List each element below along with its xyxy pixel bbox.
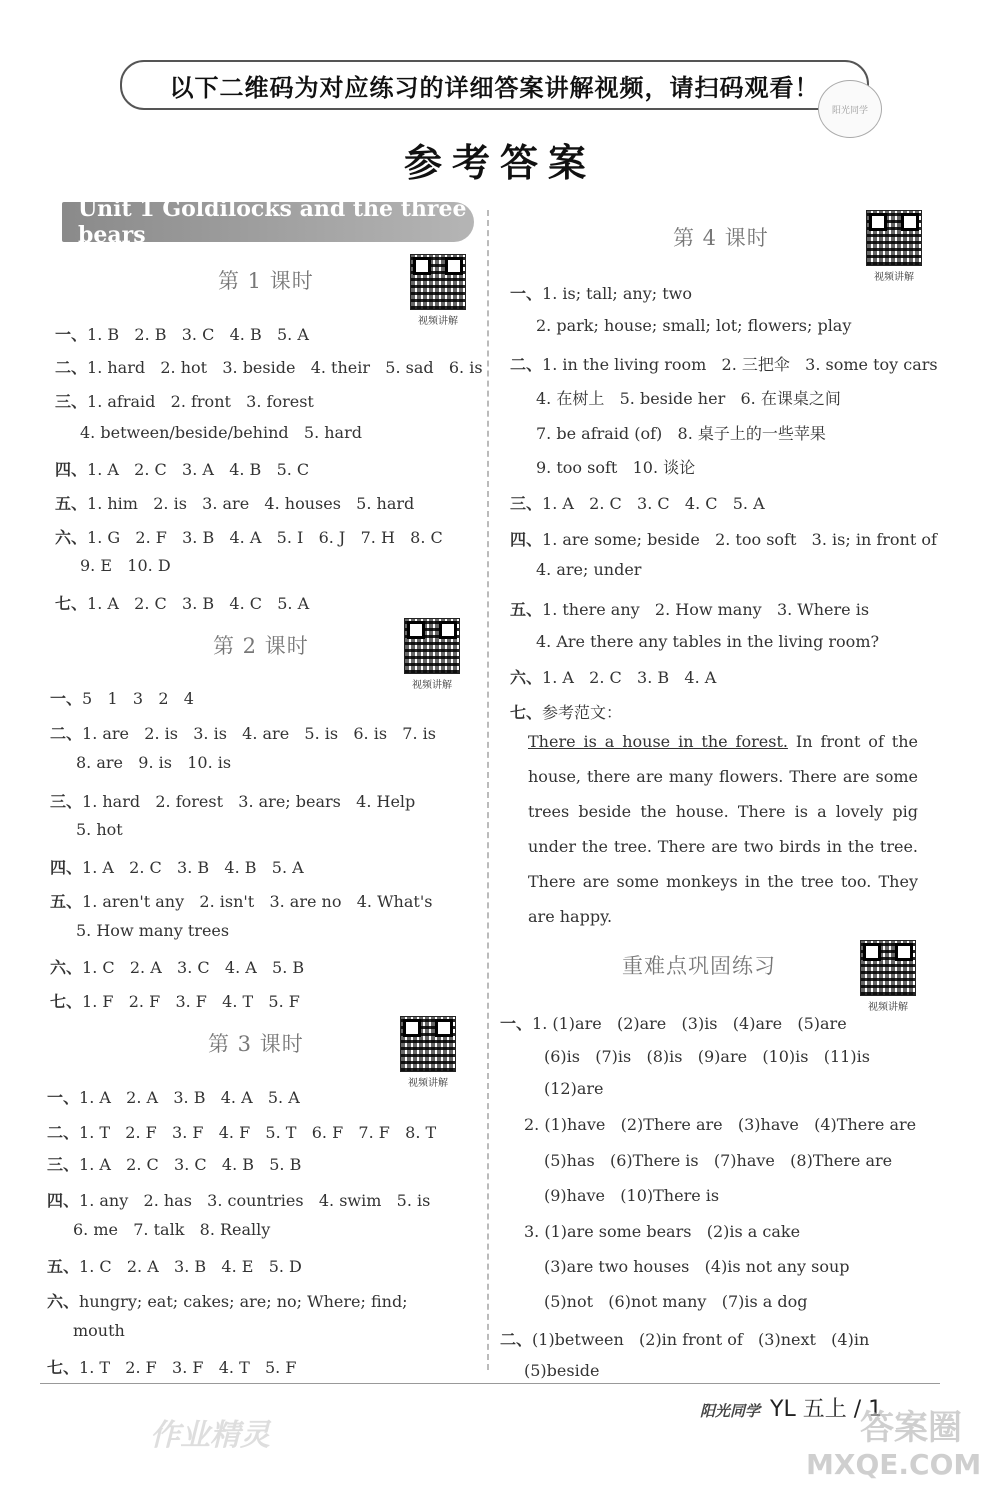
footer-rule	[40, 1383, 940, 1384]
answer-line	[55, 591, 309, 614]
answer-line	[500, 1011, 847, 1034]
answer-text: 4. between/beside/behind 5. hard	[80, 423, 362, 442]
answer-line	[55, 457, 309, 480]
answer-line	[55, 491, 414, 514]
answer-line	[536, 386, 841, 409]
answer-text: (1)between (2)in front of (3)next (4)in	[532, 1330, 870, 1349]
answer-line	[76, 820, 123, 839]
answer-text: 1. B 2. B 3. C 4. B 5. A	[87, 325, 309, 344]
lesson3-heading: 第 3 课时	[208, 1032, 304, 1056]
answer-line	[544, 1047, 870, 1066]
answer-text: 1. T 2. F 3. F 4. F 5. T 6. F 7. F 8. T	[79, 1123, 437, 1142]
section-number: 五、	[50, 892, 83, 911]
section-number: 三、	[55, 392, 88, 411]
answer-text: 1. A 2. C 3. B 4. A	[542, 668, 717, 687]
answer-line	[76, 753, 231, 772]
answer-text: 1. A 2. C 3. B 4. B 5. A	[82, 858, 304, 877]
answer-line	[80, 556, 171, 575]
section-number: 五、	[55, 494, 88, 513]
answer-line	[73, 1321, 125, 1340]
section-number: 四、	[47, 1191, 80, 1210]
qr-code-lesson3[interactable]	[400, 1016, 456, 1089]
answer-text: 1. (1)are (2)are (3)is (4)are (5)are	[532, 1014, 847, 1033]
answer-line	[47, 1254, 302, 1277]
section-number: 一、	[47, 1088, 80, 1107]
answer-text: 1. aren't any 2. isn't 3. are no 4. What's	[82, 892, 433, 911]
section-number: 三、	[50, 792, 83, 811]
answer-text: (5)beside	[524, 1361, 600, 1380]
answer-line	[47, 1152, 301, 1175]
answer-text: 1. A 2. C 3. B 4. C 5. A	[87, 594, 310, 613]
answer-text: 4. 在树上 5. beside her 6. 在课桌之间	[536, 389, 841, 408]
brand-stamp: 阳光同学	[818, 80, 882, 138]
qr-caption: 视频讲解	[868, 1002, 908, 1013]
answer-line	[524, 1222, 800, 1241]
answer-text: 1. C 2. A 3. B 4. E 5. D	[79, 1257, 302, 1276]
footer	[700, 1392, 882, 1423]
answer-text: (12)are	[544, 1079, 604, 1098]
section-number: 五、	[47, 1257, 80, 1276]
footer-brand: 阳光同学	[700, 1402, 761, 1420]
answer-line	[55, 389, 314, 412]
qr-caption: 视频讲解	[874, 272, 914, 283]
answer-line	[76, 921, 229, 940]
answer-line	[510, 597, 869, 620]
answer-text: 1. in the living room 2. 三把伞 3. some toy cars	[542, 355, 938, 374]
answer-line	[536, 421, 826, 444]
answer-line	[510, 281, 692, 304]
answer-line	[55, 525, 443, 548]
answer-text: 4. Are there any tables in the living room?	[536, 632, 880, 651]
section-number: 六、	[510, 668, 543, 687]
qr-caption: 视频讲解	[418, 316, 458, 327]
answer-line	[47, 1355, 296, 1378]
answer-line	[510, 491, 765, 514]
answer-text: 1. G 2. F 3. B 4. A 5. I 6. J 7. H 8. C	[87, 528, 443, 547]
answer-text: 参考范文：	[542, 703, 623, 722]
page-number: YL 五上 / 1	[770, 1397, 883, 1422]
answer-text: 1. A 2. C 3. A 4. B 5. C	[87, 460, 310, 479]
section-number: 二、	[55, 358, 88, 377]
qr-code-icon	[866, 210, 922, 266]
section-number: 一、	[510, 284, 543, 303]
qr-code-lesson1[interactable]	[410, 254, 466, 327]
watermark-logo: 答案圈	[860, 1408, 962, 1448]
answer-text: 1. afraid 2. front 3. forest	[87, 392, 314, 411]
answer-text: 1. are some; beside 2. too soft 3. is; in front of	[542, 530, 937, 549]
answer-text: (6)is (7)is (8)is (9)are (10)is (11)is	[544, 1047, 870, 1066]
section-number: 一、	[500, 1014, 533, 1033]
answer-line	[80, 423, 362, 442]
section-number: 五、	[510, 600, 543, 619]
answer-line	[510, 700, 622, 723]
answer-text: (9)have (10)There is	[544, 1186, 720, 1205]
qr-caption: 视频讲解	[412, 680, 452, 691]
answer-line	[47, 1120, 436, 1143]
section-number: 六、	[47, 1292, 80, 1311]
section-number: 七、	[55, 594, 88, 613]
section-number: 七、	[47, 1358, 80, 1377]
answer-text: 3. (1)are some bears (2)is a cake	[524, 1222, 801, 1241]
answer-line	[50, 955, 304, 978]
answer-text: 1. A 2. A 3. B 4. A 5. A	[79, 1088, 300, 1107]
answer-text: 1. him 2. is 3. are 4. houses 5. hard	[87, 494, 415, 513]
answer-text: 1. are 2. is 3. is 4. are 5. is 6. is 7. is	[82, 724, 436, 743]
answer-line	[544, 1079, 604, 1098]
answer-text: 2. park; house; small; lot; flowers; play	[536, 316, 852, 335]
answer-text: 5. hot	[76, 820, 123, 839]
answer-line	[500, 1327, 869, 1350]
answer-line	[536, 632, 879, 651]
section-number: 六、	[50, 958, 83, 977]
answer-line	[536, 560, 641, 579]
review-heading: 重难点巩固练习	[622, 954, 776, 978]
lesson1-heading: 第 1 课时	[218, 269, 314, 293]
answer-line	[50, 686, 194, 709]
section-number: 二、	[510, 355, 543, 374]
watermark-text: 作业精灵	[150, 1418, 270, 1453]
qr-code-lesson4[interactable]	[866, 210, 922, 283]
answer-text: 6. me 7. talk 8. Really	[73, 1220, 271, 1239]
qr-code-lesson2[interactable]	[404, 618, 460, 691]
qr-code-icon	[860, 940, 916, 996]
answer-text: (3)are two houses (4)is not any soup	[544, 1257, 850, 1276]
answer-line	[524, 1115, 916, 1134]
section-number: 三、	[510, 494, 543, 513]
answer-line	[544, 1186, 719, 1205]
answer-line	[50, 855, 304, 878]
answer-line	[55, 355, 483, 378]
answer-line	[524, 1361, 599, 1380]
answer-line	[73, 1220, 270, 1239]
answer-line	[544, 1292, 808, 1311]
answer-text: 5 1 3 2 4	[82, 689, 194, 708]
section-number: 二、	[500, 1330, 533, 1349]
qr-caption: 视频讲解	[408, 1078, 448, 1089]
answer-line	[47, 1289, 408, 1312]
answer-text: hungry; eat; cakes; are; no; Where; find;	[79, 1292, 408, 1311]
answer-text: 5. How many trees	[76, 921, 230, 940]
lesson2-heading: 第 2 课时	[213, 634, 309, 658]
section-number: 四、	[50, 858, 83, 877]
answer-text: 1. there any 2. How many 3. Where is	[542, 600, 870, 619]
answer-line	[544, 1257, 850, 1276]
answer-text: (5)has (6)There is (7)have (8)There are	[544, 1151, 893, 1170]
answer-line	[50, 789, 415, 812]
answer-text: 9. E 10. D	[80, 556, 171, 575]
lesson4-heading: 第 4 课时	[673, 226, 769, 250]
section-number: 二、	[47, 1123, 80, 1142]
answer-line	[544, 1151, 892, 1170]
qr-code-icon	[400, 1016, 456, 1072]
essay-body: In front of the house, there are many flowers. There are some trees beside the house. There is a lovely pig under the tree. There are two birds in the tree. There are some monkeys in the tree too. They are happy.	[528, 732, 918, 926]
answer-line	[510, 665, 716, 688]
section-number: 六、	[55, 528, 88, 547]
answer-line	[50, 889, 432, 912]
answer-text: 1. A 2. C 3. C 4. B 5. B	[79, 1155, 302, 1174]
section-number: 七、	[510, 703, 543, 722]
section-number: 一、	[55, 325, 88, 344]
answer-text: 1. F 2. F 3. F 4. T 5. F	[82, 992, 300, 1011]
answer-line	[536, 316, 851, 335]
unit-banner: Unit 1 Goldilocks and the three bears	[62, 202, 474, 242]
qr-code-icon	[410, 254, 466, 310]
answer-text: 1. is; tall; any; two	[542, 284, 692, 303]
section-number: 四、	[55, 460, 88, 479]
answer-text: 4. are; under	[536, 560, 642, 579]
answer-text: 1. any 2. has 3. countries 4. swim 5. is	[79, 1191, 431, 1210]
section-number: 四、	[510, 530, 543, 549]
answer-text: 1. T 2. F 3. F 4. T 5. F	[79, 1358, 297, 1377]
section-number: 三、	[47, 1155, 80, 1174]
answer-text: 1. hard 2. hot 3. beside 4. their 5. sad 6. is	[87, 358, 483, 377]
answer-text: 7. be afraid (of) 8. 桌子上的一些苹果	[536, 424, 826, 443]
answer-text: (5)not (6)not many (7)is a dog	[544, 1292, 808, 1311]
answer-text: 1. A 2. C 3. C 4. C 5. A	[542, 494, 765, 513]
answer-line	[50, 721, 436, 744]
essay-first-sentence: There is a house in the forest.	[528, 732, 788, 751]
answer-line	[510, 352, 938, 375]
sample-essay	[528, 724, 918, 934]
answer-line	[55, 322, 309, 345]
answer-line	[50, 989, 300, 1012]
section-number: 二、	[50, 724, 83, 743]
answer-text: 2. (1)have (2)There are (3)have (4)There are	[524, 1115, 917, 1134]
answer-text: 9. too soft 10. 谈论	[536, 458, 696, 477]
answer-text: mouth	[73, 1321, 125, 1340]
section-number: 一、	[50, 689, 83, 708]
answer-text: 1. C 2. A 3. C 4. A 5. B	[82, 958, 305, 977]
column-divider	[487, 210, 489, 1370]
qr-code-review[interactable]	[860, 940, 916, 1013]
answer-line	[536, 455, 695, 478]
page-title: 参考答案	[403, 141, 596, 185]
answer-line	[47, 1085, 300, 1108]
answer-line	[47, 1188, 430, 1211]
watermark-url: MXQE.COM	[806, 1448, 982, 1481]
qr-code-icon	[404, 618, 460, 674]
section-number: 七、	[50, 992, 83, 1011]
answer-line	[510, 527, 937, 550]
answer-text: 8. are 9. is 10. is	[76, 753, 232, 772]
header-banner: 以下二维码为对应练习的详细答案讲解视频，请扫码观看！	[120, 60, 869, 110]
answer-text: 1. hard 2. forest 3. are; bears 4. Help	[82, 792, 416, 811]
